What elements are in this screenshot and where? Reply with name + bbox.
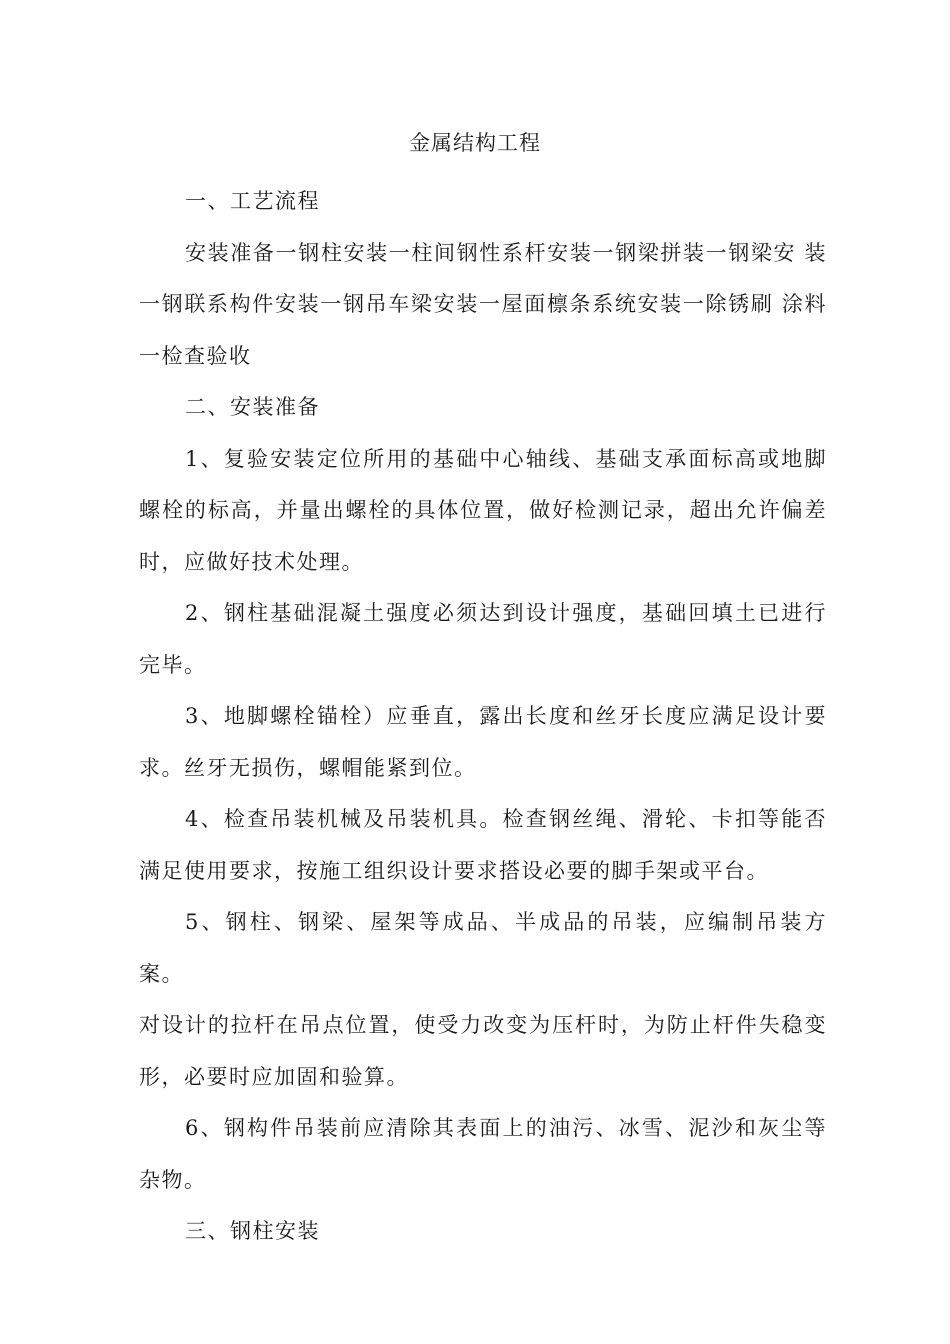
preparation-item-5-line1: 5、钢柱、钢梁、屋架等成品、半成品的吊装，应编制吊装方案。 [139,910,827,986]
preparation-item-2: 2、钢柱基础混凝土强度必须达到设计强度，基础回填土已进行 完毕。 [139,601,827,677]
section-heading-preparation: 二、安装准备 [185,395,320,419]
preparation-item-6: 6、钢构件吊装前应清除其表面上的油污、冰雪、泥沙和灰尘等 杂物。 [139,1116,827,1192]
preparation-item-1: 1、复验安装定位所用的基础中心轴线、基础支承面标高或地脚 螺栓的标高，并量出螺栓的具体位置，做好检测记录，超出允许偏差 时，应做好技术处理。 [139,446,827,574]
document-body [139,176,827,1258]
preparation-item-4: 4、检查吊装机械及吊装机具。检查钢丝绳、滑轮、卡扣等能否 满足使用要求，按施工组织设计要求搭设必要的脚手架或平台。 [139,807,827,883]
section-heading-process: 一、工艺流程 [185,189,320,213]
preparation-item-5-continuation: 对设计的拉杆在吊点位置，使受力改变为压杆时，为防止杆件失稳变形，必要时应加固和验算。 [139,1013,827,1089]
preparation-item-3: 3、地脚螺栓锚栓）应垂直，露出长度和丝牙长度应满足设计要求。丝牙无损伤，螺帽能紧到位。 [139,704,827,780]
process-flow-paragraph: 安装准备一钢柱安装一柱间钢性系杆安装一钢梁拼装一钢梁安 装一钢联系构件安装一钢吊车梁安装一屋面檩条系统安装一除锈刷 涂料一检查验收 [139,240,827,368]
document-title: 金属结构工程 [409,131,541,155]
section-heading-column-installation: 三、钢柱安装 [185,1219,320,1243]
